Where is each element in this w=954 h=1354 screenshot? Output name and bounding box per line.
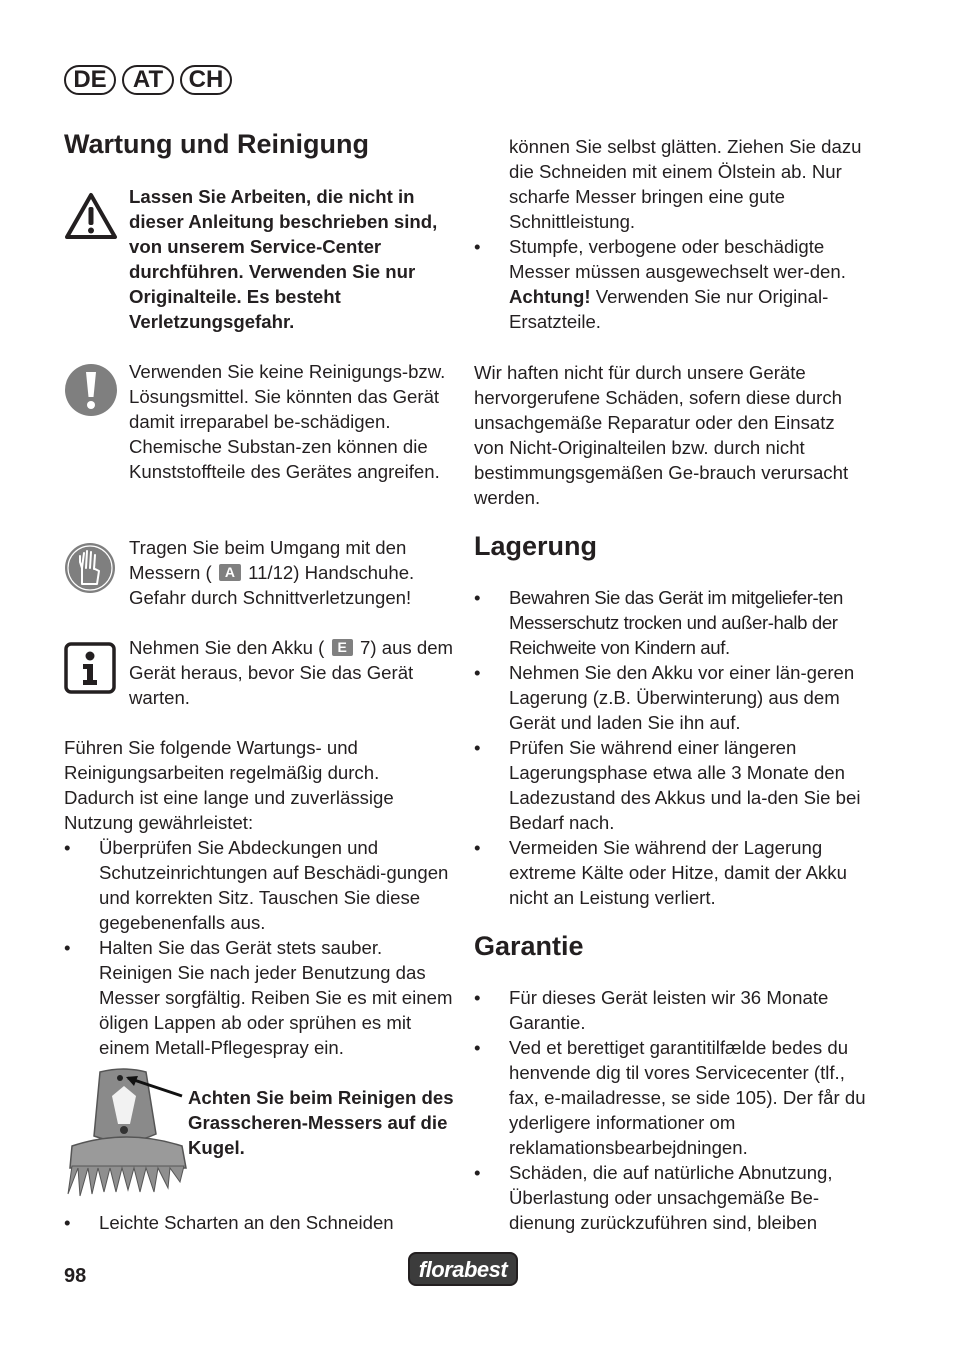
warning-text: Lassen Sie Arbeiten, die nicht in dieser Anleitung beschrieben sind, von unserem Service-Center durchführen. Verwenden Sie nur Originalteile. Es besteht Verletzungsgefahr. [129,186,438,332]
sharpening-list [64,1210,459,1235]
intro-paragraph: Führen Sie folgende Wartungs- und Reinigungsarbeiten regelmäßig durch. Dadurch ist eine lange und zuverlässige Nutzung gewährleistet: [64,737,394,833]
list-item [474,234,869,334]
list-item: • Bewahren Sie das Gerät im mitgeliefer-ten Messerschutz trocken und außer-halb der Reichweite von Kindern auf. [474,585,869,660]
blunt-text-before: Stumpfe, verbogene oder beschädigte Messer müssen ausgewechselt wer-den. [509,236,846,282]
list-item: • Für dieses Gerät leisten wir 36 Monate Garantie. [474,985,869,1035]
blade-list [474,234,869,334]
list-item: • Überprüfen Sie Abdeckungen und Schutzeinrichtungen auf Beschädi-gungen und korrekten Sitz. Tauschen Sie diese gegebenenfalls aus. [64,835,459,935]
figure-ref-tag-e: E [332,639,353,656]
list-item: • Leichte Scharten an den Schneiden [64,1210,459,1235]
figure-ref-tag-a: A [219,564,241,581]
warning-triangle-icon [64,192,118,240]
list-item: • Vermeiden Sie während der Lagerung extreme Kälte oder Hitze, damit der Akku nicht an Leistung verliert. [474,835,869,910]
caution-text: Verwenden Sie keine Reinigungs-bzw. Lösungsmittel. Sie könnten das Gerät damit irreparabel be-schädigen. Chemische Substan-zen können die Kunststoffteile des Gerätes angreifen. [129,361,446,482]
info-text-before: Nehmen Sie den Akku ( [129,637,325,658]
storage-heading: Lagerung [474,531,598,561]
liability-paragraph: Wir haften nicht für durch unsere Geräte hervorgerufene Schäden, sofern diese durch unsachgemäße Reparatur oder den Einsatz von Nicht-Originalteilen bzw. durch nicht bestimmungsgemäßen Ge-brauch verursacht werden. [474,362,849,508]
maintenance-heading: Wartung und Reinigung [64,129,369,159]
badge-ch: CH [180,65,232,95]
warranty-heading: Garantie [474,931,584,961]
badge-de: DE [64,65,116,95]
florabest-logo: florabest [408,1252,518,1286]
list-item: • Ved et berettiget garantitilfælde bedes du henvende dig til vores Servicecenter (tlf., fax, e-mailadresse, se side 105). Der får du yderligere informationer om reklamationsbearbejdningen. [474,1035,869,1160]
exclamation-circle-icon [64,363,118,417]
info-text [129,635,454,710]
glove-text [129,535,454,610]
storage-list [474,585,869,910]
maintenance-list [64,835,459,1060]
page-number: 98 [64,1265,87,1287]
blunt-text-after: Verwenden Sie nur Original-Ersatzteile. [509,286,829,332]
list-item: • Halten Sie das Gerät stets sauber. Reinigen Sie nach jeder Benutzung das Messer sorgfältig. Reiben Sie es mit einem öligen Lappen ab oder sprühen es mit einem Metall-Pflegespray ein. [64,935,459,1060]
info-text-after: 7) aus dem Gerät heraus, bevor Sie das Gerät warten. [129,637,454,708]
glove-text-after: 11/12) Handschuhe. Gefahr durch Schnittverletzungen! [129,562,415,608]
warranty-list [474,985,869,1235]
language-badges [64,65,232,95]
shear-blade-image [64,1064,188,1200]
glove-text-before: Tragen Sie beim Umgang mit den Messern ( [129,537,407,583]
list-item: • Schäden, die auf natürliche Abnutzung, Überlastung oder unsachgemäße Be-dienung zurückzuführen sind, bleiben [474,1160,869,1235]
attention-label: Achtung! [509,286,591,307]
list-item: • Nehmen Sie den Akku vor einer län-geren Lagerung (z.B. Überwinterung) aus dem Gerät und laden Sie ihn auf. [474,660,869,735]
glove-icon [64,542,116,594]
badge-at: AT [122,65,174,95]
info-icon [64,642,116,694]
continued-text: können Sie selbst glätten. Ziehen Sie dazu die Schneiden mit einem Ölstein ab. Nur scharfe Messer bringen eine gute Schnittleistung. [509,136,862,232]
figure-caption: Achten Sie beim Reinigen des Grasscheren-Messers auf die Kugel. [188,1087,454,1158]
list-item: • Prüfen Sie während einer längeren Lagerungsphase etwa alle 3 Monate den Ladezustand des Akkus und la-den Sie bei Bedarf nach. [474,735,869,835]
